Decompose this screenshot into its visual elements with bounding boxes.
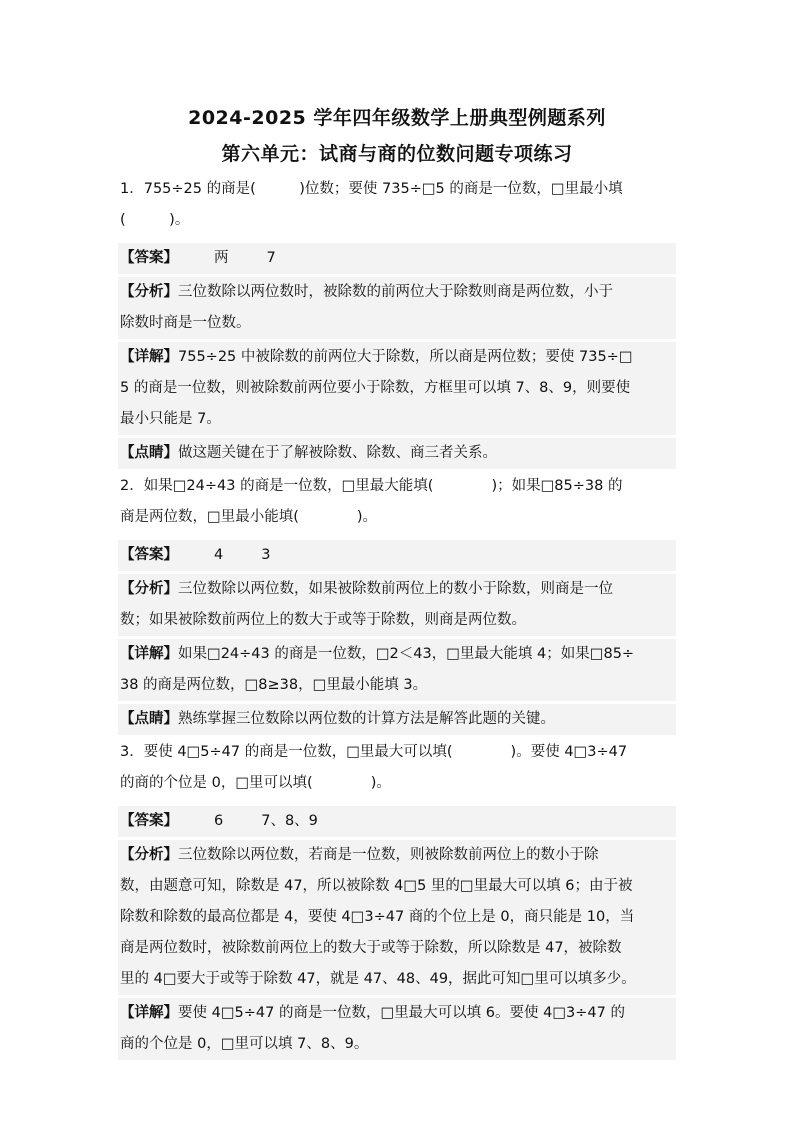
document-page	[118, 100, 676, 1062]
detail-line: 5 的商是一位数，则被除数前两位要小于除数，方框里可以填 7、8、9，则要使	[120, 380, 631, 396]
answer-row	[118, 243, 676, 274]
question-2-line-1: 2．如果□24÷43 的商是一位数，□里最大能填( )；如果□85÷38 的	[120, 478, 623, 494]
answer-value: 6	[214, 813, 224, 829]
analysis-tag: 【分析】	[120, 284, 178, 300]
detail-line: 商的个位是 0，□里可以填 7、8、9。	[120, 1036, 369, 1052]
analysis-block	[118, 837, 676, 995]
detail-tag: 【详解】	[120, 349, 178, 365]
question-block-2	[118, 471, 676, 735]
question-2-line-2: 商是两位数，□里最小能填( )。	[120, 509, 378, 525]
answer-tag: 【答案】	[120, 250, 178, 266]
answer-row	[118, 540, 676, 571]
answer-value: 4	[214, 547, 224, 563]
detail-tag: 【详解】	[120, 1005, 178, 1021]
comment-line: 熟练掌握三位数除以两位数的计算方法是解答此题的关键。	[178, 711, 555, 727]
analysis-block	[118, 571, 676, 636]
detail-line: 最小只能是 7。	[120, 411, 221, 427]
detail-block	[118, 339, 676, 435]
analysis-tag: 【分析】	[120, 847, 178, 863]
analysis-line: 里的 4□要大于或等于除数 47，就是 47、48、49，据此可知□里可以填多少。	[120, 971, 636, 987]
analysis-line: 三位数除以两位数，如果被除数前两位上的数小于除数，则商是一位	[178, 581, 613, 597]
detail-line: 如果□24÷43 的商是一位数，□2＜43，□里最大能填 4；如果□85÷	[178, 646, 635, 662]
question-1-line-2: ( )。	[120, 212, 190, 228]
analysis-tag: 【分析】	[120, 581, 178, 597]
document-subtitle: 第六单元：试商与商的位数问题专项练习	[221, 143, 573, 165]
answer-value: 7	[266, 250, 276, 266]
detail-line: 755÷25 中被除数的前两位大于除数，所以商是两位数；要使 735÷□	[178, 349, 633, 365]
comment-block	[118, 701, 676, 735]
analysis-line: 数，由题意可知，除数是 47，所以被除数 4□5 里的□里最大可以填 6；由于被	[120, 878, 633, 894]
answer-row	[118, 806, 676, 837]
question-3-line-2: 的商的个位是 0，□里可以填( )。	[120, 775, 391, 791]
detail-line: 要使 4□5÷47 的商是一位数，□里最大可以填 6。要使 4□3÷47 的	[178, 1005, 625, 1021]
analysis-line: 商是两位数时，被除数前两位上的数大于或等于除数，所以除数是 47，被除数	[120, 940, 622, 956]
detail-block	[118, 995, 676, 1060]
comment-line: 做这题关键在于了解被除数、除数、商三者关系。	[178, 445, 497, 461]
comment-block	[118, 435, 676, 469]
document-title: 2024-2025 学年四年级数学上册典型例题系列	[188, 107, 606, 129]
analysis-line: 除数时商是一位数。	[120, 315, 251, 331]
question-block-3	[118, 737, 676, 1060]
detail-tag: 【详解】	[120, 646, 178, 662]
answer-value: 3	[261, 547, 271, 563]
comment-tag: 【点睛】	[120, 445, 178, 461]
answer-value: 两	[214, 250, 229, 266]
analysis-line: 数；如果被除数前两位上的数大于或等于除数，则商是两位数。	[120, 612, 526, 628]
answer-tag: 【答案】	[120, 547, 178, 563]
question-block-1	[118, 174, 676, 469]
analysis-line: 三位数除以两位数，若商是一位数，则被除数前两位上的数小于除	[178, 847, 599, 863]
detail-line: 38 的商是两位数，□8≥38，□里最小能填 3。	[120, 677, 428, 693]
answer-value: 7、8、9	[261, 813, 318, 829]
comment-tag: 【点睛】	[120, 711, 178, 727]
question-3-line-1: 3．要使 4□5÷47 的商是一位数，□里最大可以填( )。要使 4□3÷47	[120, 744, 628, 760]
analysis-line: 三位数除以两位数时，被除数的前两位大于除数则商是两位数，小于	[178, 284, 613, 300]
analysis-line: 除数和除数的最高位都是 4，要使 4□3÷47 商的个位上是 0，商只能是 10，当	[120, 909, 635, 925]
question-1-line-1: 1．755÷25 的商是( )位数；要使 735÷□5 的商是一位数，□里最小填	[120, 181, 623, 197]
analysis-block	[118, 274, 676, 339]
detail-block	[118, 636, 676, 701]
answer-tag: 【答案】	[120, 813, 178, 829]
